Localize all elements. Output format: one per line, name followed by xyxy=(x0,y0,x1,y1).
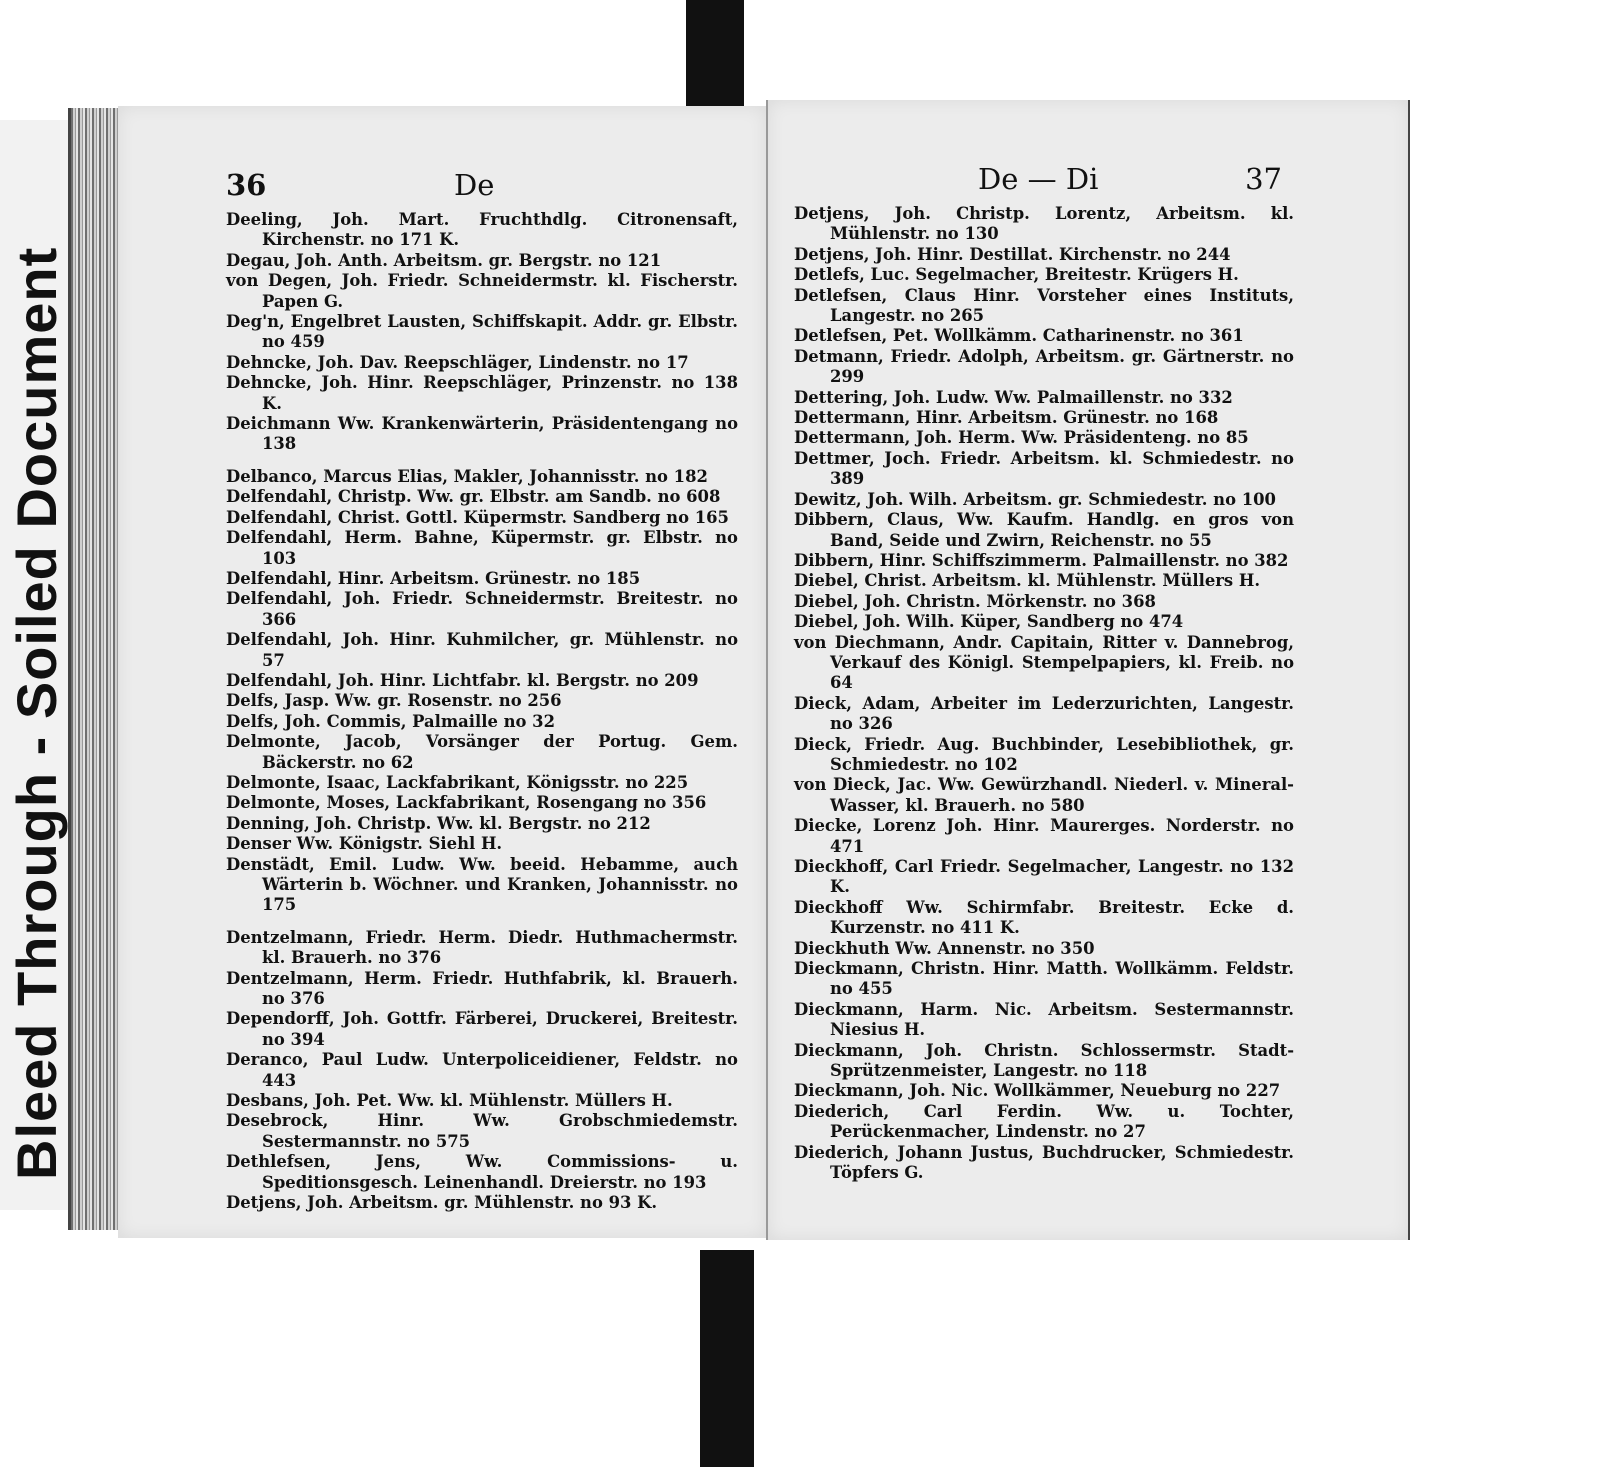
directory-entry: Diederich, Carl Ferdin. Ww. u. Tochter, Perückenmacher, Lindenstr. no 27 xyxy=(794,1101,1294,1142)
side-label: Bleed Through - Soiled Document xyxy=(5,246,68,1180)
directory-entry: Detjens, Joh. Hinr. Destillat. Kirchenstr. no 244 xyxy=(794,244,1231,264)
directory-entry: Dettermann, Joh. Herm. Ww. Präsidenteng. no 85 xyxy=(794,428,1249,448)
directory-entry: Dieckmann, Harm. Nic. Arbeitsm. Sestermannstr. Niesius H. xyxy=(794,999,1294,1040)
right-page-heading: De — Di xyxy=(978,162,1099,196)
directory-entry: Dibbern, Hinr. Schiffszimmerm. Palmaillenstr. no 382 xyxy=(794,550,1289,570)
directory-entry: Desbans, Joh. Pet. Ww. kl. Mühlenstr. Müllers H. xyxy=(226,1091,673,1111)
directory-entry: Delfendahl, Joh. Hinr. Lichtfabr. kl. Bergstr. no 209 xyxy=(226,670,699,690)
directory-entry: Diebel, Joh. Christn. Mörkenstr. no 368 xyxy=(794,591,1156,611)
directory-entry: Deichmann Ww. Krankenwärterin, Präsidentengang no 138 xyxy=(226,414,738,454)
directory-entry: Deeling, Joh. Mart. Fruchthdlg. Citronensaft, Kirchenstr. no 171 K. xyxy=(226,210,738,250)
directory-entry: Delbanco, Marcus Elias, Makler, Johannisstr. no 182 xyxy=(226,466,708,486)
directory-entry: Denser Ww. Königstr. Siehl H. xyxy=(226,834,503,854)
directory-entry: Delfendahl, Christ. Gottl. Küpermstr. Sandberg no 165 xyxy=(226,507,729,527)
right-entry-list xyxy=(794,204,1294,1184)
directory-entry: Dieckmann, Joh. Christn. Schlossermstr. Stadt-Sprützenmeister, Langestr. no 118 xyxy=(794,1040,1294,1081)
left-page xyxy=(118,106,768,1238)
directory-entry: Denning, Joh. Christp. Ww. kl. Bergstr. no 212 xyxy=(226,813,651,833)
directory-entry: Dentzelmann, Friedr. Herm. Diedr. Huthmachermstr. kl. Brauerh. no 376 xyxy=(226,927,738,968)
directory-entry: Diebel, Christ. Arbeitsm. kl. Mühlenstr. Müllers H. xyxy=(794,571,1261,591)
directory-entry: Dieck, Friedr. Aug. Buchbinder, Lesebibliothek, gr. Schmiedestr. no 102 xyxy=(794,734,1294,774)
directory-entry: Dehncke, Joh. Hinr. Reepschläger, Prinzenstr. no 138 K. xyxy=(226,373,738,413)
directory-entry: Dethlefsen, Jens, Ww. Commissions- u. Speditionsgesch. Leinenhandl. Dreierstr. no 193 xyxy=(226,1152,738,1192)
left-page-number: 36 xyxy=(226,168,267,202)
directory-entry: Dieck, Adam, Arbeiter im Lederzurichten, Langestr. no 326 xyxy=(794,693,1294,734)
directory-entry: Dettmer, Joch. Friedr. Arbeitsm. kl. Schmiedestr. no 389 xyxy=(794,448,1294,489)
directory-entry: Diederich, Johann Justus, Buchdrucker, Schmiedestr. Töpfers G. xyxy=(794,1142,1294,1183)
directory-entry: von Diechmann, Andr. Capitain, Ritter v. Dannebrog, Verkauf des Königl. Stempelpapiers, kl. Freib. no 64 xyxy=(794,632,1294,693)
directory-entry: Dieckmann, Joh. Nic. Wollkämmer, Neueburg no 227 xyxy=(794,1081,1281,1101)
directory-entry: Detlefs, Luc. Segelmacher, Breitestr. Krügers H. xyxy=(794,265,1239,285)
black-backdrop-top xyxy=(686,0,744,112)
directory-entry: Detjens, Joh. Arbeitsm. gr. Mühlenstr. no 93 K. xyxy=(226,1193,658,1213)
directory-entry: Delmonte, Isaac, Lackfabrikant, Königsstr. no 225 xyxy=(226,772,689,792)
directory-entry: Dettermann, Hinr. Arbeitsm. Grünestr. no 168 xyxy=(794,408,1219,428)
directory-entry: Denstädt, Emil. Ludw. Ww. beeid. Hebamme, auch Wärterin b. Wöchner. und Kranken, Johannisstr. no 175 xyxy=(226,854,738,915)
directory-entry: Delfendahl, Joh. Friedr. Schneidermstr. Breitestr. no 366 xyxy=(226,589,738,629)
directory-entry: Delfs, Joh. Commis, Palmaille no 32 xyxy=(226,711,555,731)
right-page xyxy=(766,100,1410,1240)
book-page-edges xyxy=(68,108,123,1230)
directory-entry: Dieckhoff Ww. Schirmfabr. Breitestr. Ecke d. Kurzenstr. no 411 K. xyxy=(794,897,1294,938)
directory-entry: Dehncke, Joh. Dav. Reepschläger, Lindenstr. no 17 xyxy=(226,352,689,372)
directory-entry: Dewitz, Joh. Wilh. Arbeitsm. gr. Schmiedestr. no 100 xyxy=(794,489,1276,509)
right-page-number: 37 xyxy=(1245,162,1282,196)
directory-entry: Delmonte, Moses, Lackfabrikant, Rosengang no 356 xyxy=(226,793,707,813)
directory-entry: Desebrock, Hinr. Ww. Grobschmiedemstr. Sestermannstr. no 575 xyxy=(226,1111,738,1151)
directory-entry: Detmann, Friedr. Adolph, Arbeitsm. gr. Gärtnerstr. no 299 xyxy=(794,346,1294,387)
directory-entry: Dependorff, Joh. Gottfr. Färberei, Druckerei, Breitestr. no 394 xyxy=(226,1009,738,1049)
directory-entry: Dieckhoff, Carl Friedr. Segelmacher, Langestr. no 132 K. xyxy=(794,857,1294,897)
directory-entry: von Degen, Joh. Friedr. Schneidermstr. kl. Fischerstr. Papen G. xyxy=(226,271,738,311)
directory-entry: Delfendahl, Hinr. Arbeitsm. Grünestr. no 185 xyxy=(226,568,641,588)
directory-entry: Dibbern, Claus, Ww. Kaufm. Handlg. en gros von Band, Seide und Zwirn, Reichenstr. no 55 xyxy=(794,510,1294,550)
directory-entry: Deg'n, Engelbret Lausten, Schiffskapit. Addr. gr. Elbstr. no 459 xyxy=(226,312,738,352)
directory-entry: Delmonte, Jacob, Vorsänger der Portug. Gem. Bäckerstr. no 62 xyxy=(226,732,738,772)
directory-entry: Delfendahl, Joh. Hinr. Kuhmilcher, gr. Mühlenstr. no 57 xyxy=(226,630,738,670)
directory-entry: Diebel, Joh. Wilh. Küper, Sandberg no 474 xyxy=(794,612,1184,632)
directory-entry: von Dieck, Jac. Ww. Gewürzhandl. Niederl. v. Mineral-Wasser, kl. Brauerh. no 580 xyxy=(794,775,1294,815)
directory-entry: Deranco, Paul Ludw. Unterpoliceidiener, Feldstr. no 443 xyxy=(226,1050,738,1090)
directory-entry: Dieckhuth Ww. Annenstr. no 350 xyxy=(794,938,1095,958)
directory-entry: Degau, Joh. Anth. Arbeitsm. gr. Bergstr. no 121 xyxy=(226,250,662,270)
directory-entry: Dentzelmann, Herm. Friedr. Huthfabrik, kl. Brauerh. no 376 xyxy=(226,968,738,1009)
directory-entry: Delfs, Jasp. Ww. gr. Rosenstr. no 256 xyxy=(226,691,562,711)
left-page-header xyxy=(118,168,766,208)
directory-entry: Delfendahl, Herm. Bahne, Küpermstr. gr. Elbstr. no 103 xyxy=(226,528,738,568)
directory-entry: Detlefsen, Claus Hinr. Vorsteher eines Instituts, Langestr. no 265 xyxy=(794,285,1294,326)
directory-entry: Delfendahl, Christp. Ww. gr. Elbstr. am Sandb. no 608 xyxy=(226,487,721,507)
left-entry-list xyxy=(226,210,738,1214)
directory-entry: Diecke, Lorenz Joh. Hinr. Maurerges. Norderstr. no 471 xyxy=(794,816,1294,856)
directory-entry: Detlefsen, Pet. Wollkämm. Catharinenstr. no 361 xyxy=(794,326,1244,346)
directory-entry: Detjens, Joh. Christp. Lorentz, Arbeitsm. kl. Mühlenstr. no 130 xyxy=(794,204,1294,244)
left-page-heading: De xyxy=(454,168,495,202)
directory-entry: Dieckmann, Christn. Hinr. Matth. Wollkämm. Feldstr. no 455 xyxy=(794,959,1294,999)
black-backdrop-bottom xyxy=(700,1250,754,1467)
directory-entry: Dettering, Joh. Ludw. Ww. Palmaillenstr. no 332 xyxy=(794,387,1233,407)
right-page-header xyxy=(768,162,1408,202)
